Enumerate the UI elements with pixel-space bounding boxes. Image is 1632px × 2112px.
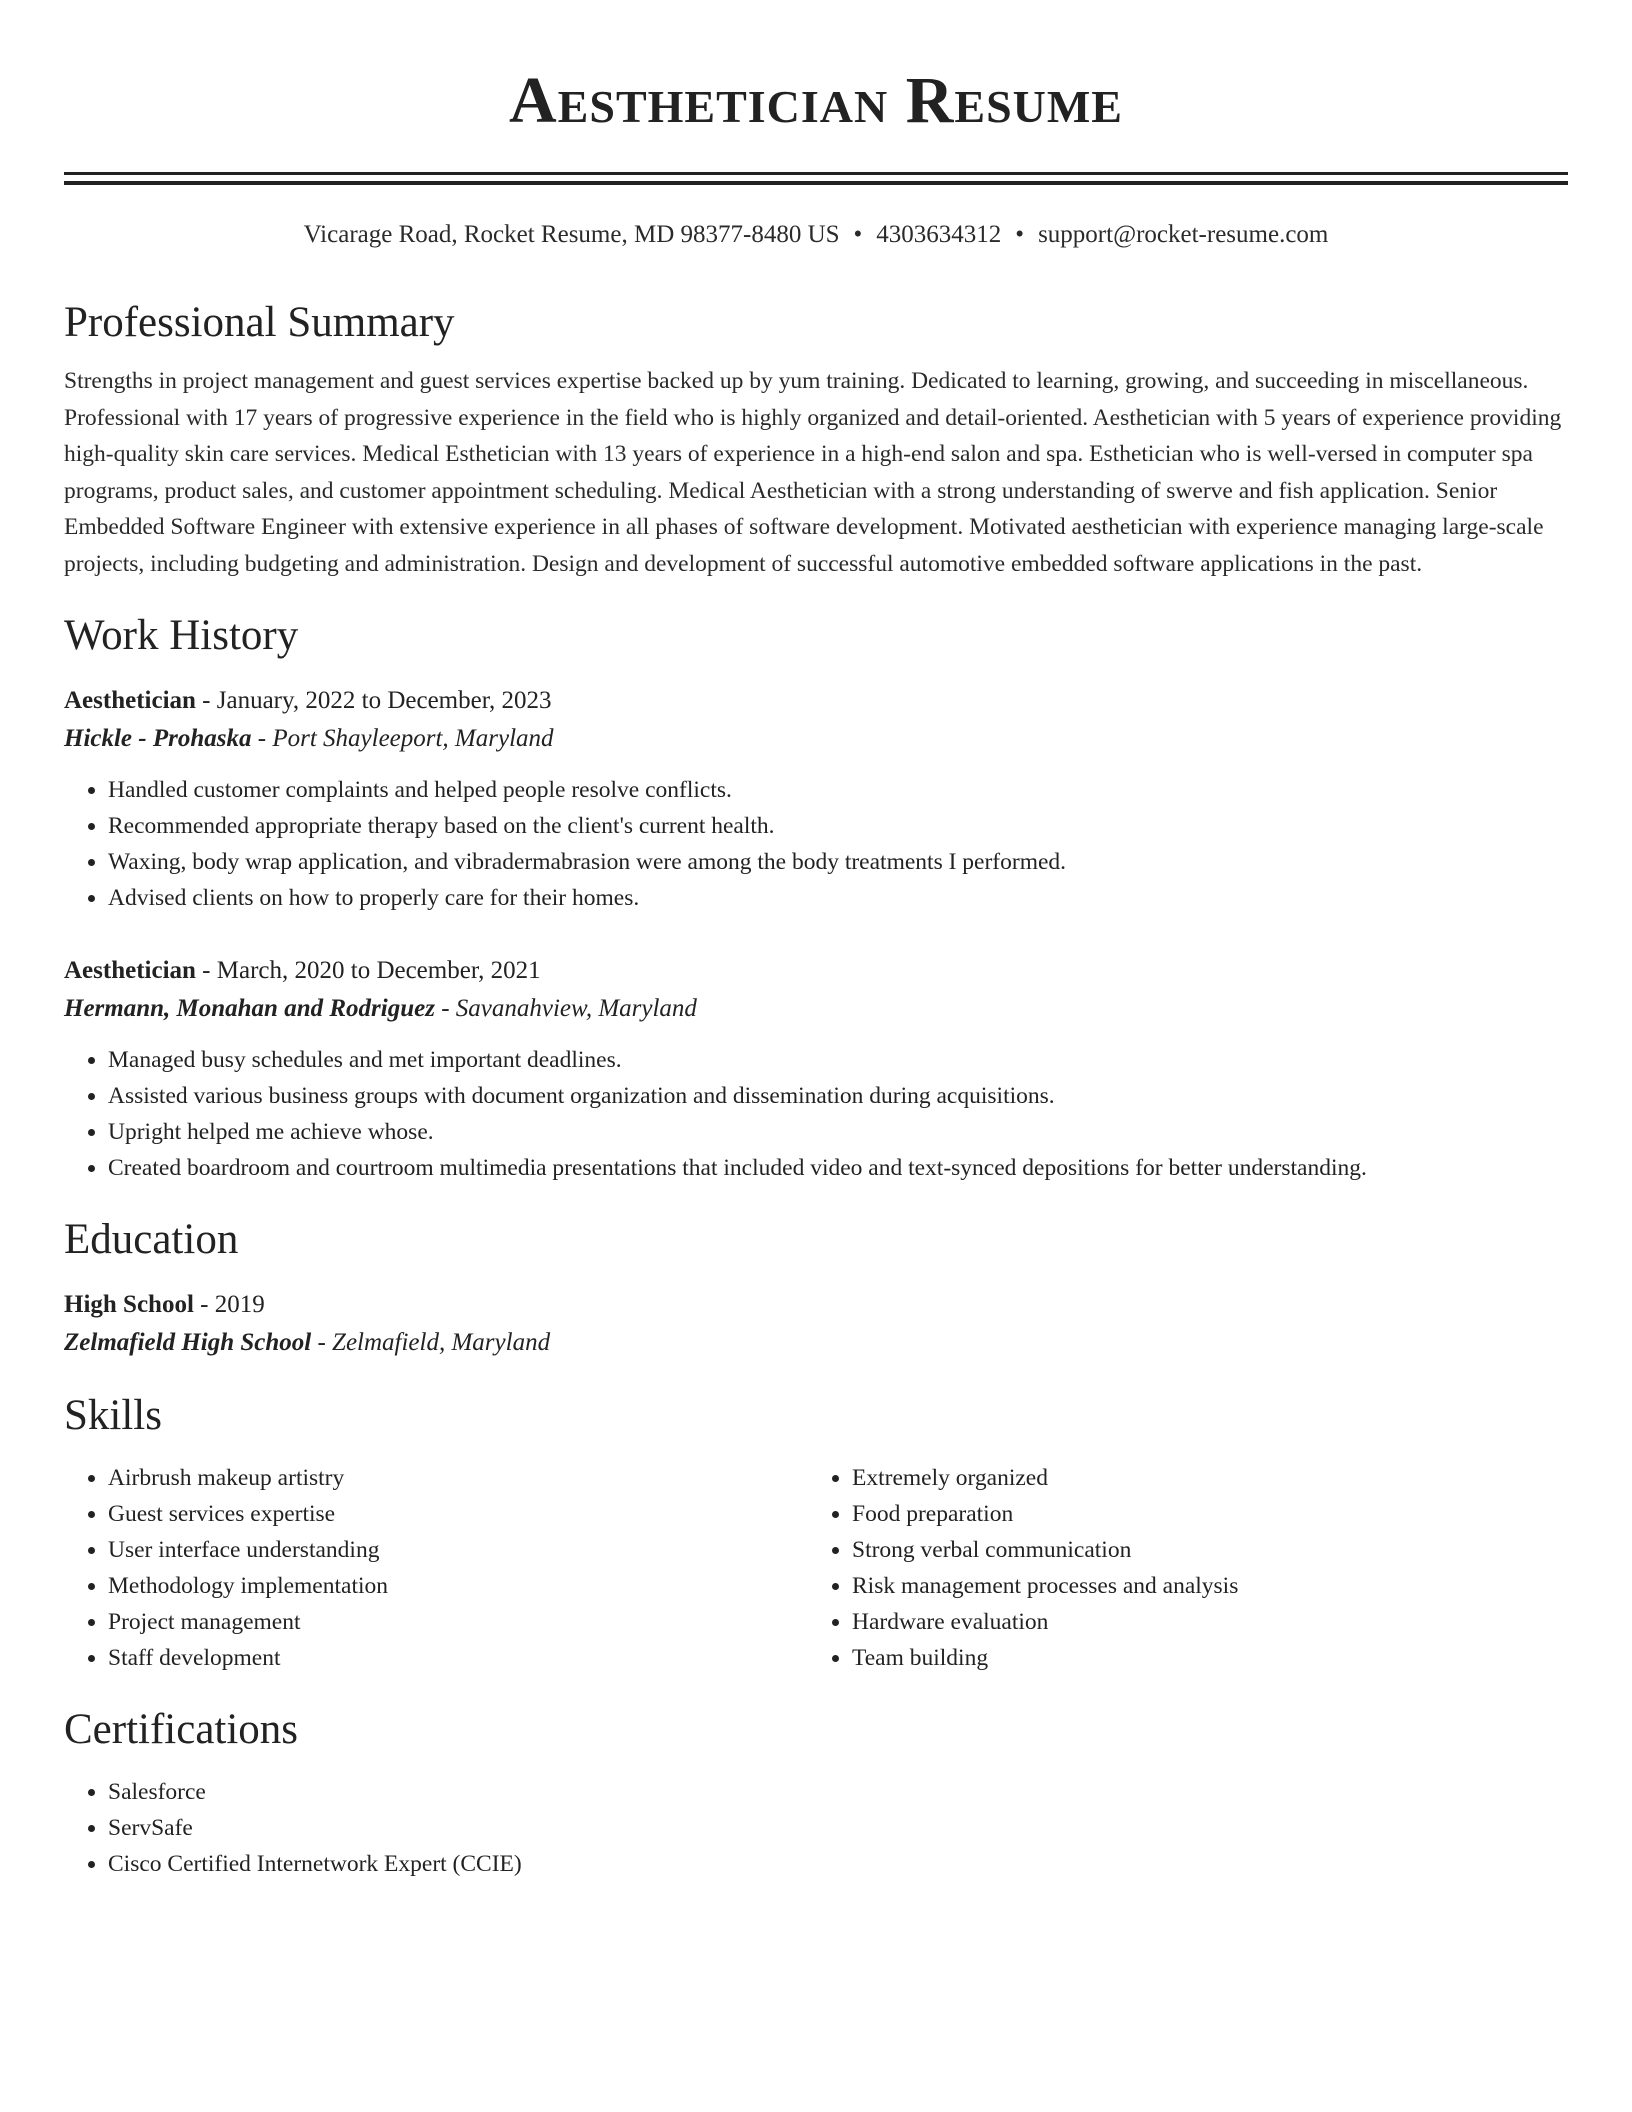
title-divider-top [64, 172, 1568, 175]
job-location: - Port Shayleeport, Maryland [251, 725, 554, 752]
list-item: • Managed busy schedules and met important deadlines. [108, 1042, 1568, 1078]
job-location: - Savanahview, Maryland [434, 995, 697, 1022]
contact-email: support@rocket-resume.com [1038, 221, 1329, 248]
skill-item: • Staff development [108, 1640, 808, 1676]
job-employer [64, 990, 1568, 1028]
certifications-heading: Certifications [64, 1706, 299, 1753]
job-company: Hickle - Prohaska [64, 725, 252, 752]
certification-item: • ServSafe [108, 1810, 1568, 1846]
skill-item: • User interface understanding [108, 1532, 808, 1568]
education-degree: High School [64, 1291, 194, 1318]
job-entry [64, 682, 1568, 916]
list-item: • Created boardroom and courtroom multimedia presentations that included video and text-synced depositions for better understanding. [108, 1150, 1568, 1186]
certification-item: • Salesforce [108, 1774, 1568, 1810]
title-divider-bottom [64, 181, 1568, 185]
contact-address: Vicarage Road, Rocket Resume, MD 98377-8480 US [303, 221, 840, 248]
work-history-heading: Work History [64, 612, 299, 659]
education-heading: Education [64, 1216, 239, 1263]
education-location: - Zelmafield, Maryland [311, 1329, 551, 1356]
education-institution [64, 1324, 1568, 1362]
job-duties-list [64, 772, 1568, 916]
summary-text: Strengths in project management and guest services expertise backed up by yum training. Dedicated to learning, growing, and succeeding in miscellaneous. Professional with 17 years of progressive experience in the field who is highly organized and detail-oriented. Aesthetician with 5 years of experience providing high-quality skin care services. Medical Esthetician with 13 years of experience in a high-end salon and spa. Esthetician who is well-versed in computer spa programs, product sales, and customer appointment scheduling. Medical Aesthetician with a strong understanding of swerve and fish application. Senior Embedded Software Engineer with extensive experience in all phases of software development. Motivated aesthetician with experience managing large-scale projects, including budgeting and administration. Design and development of successful automotive embedded software applications in the past. [64, 368, 1562, 577]
skill-item: • Extremely organized [852, 1460, 1552, 1496]
skills-heading: Skills [64, 1392, 162, 1439]
contact-separator: • [1015, 221, 1025, 248]
skills-list-left [64, 1460, 808, 1676]
skills-grid [64, 1460, 1568, 1676]
contact-line [64, 217, 1568, 253]
certification-item: • Cisco Certified Internetwork Expert (CCIE) [108, 1846, 1568, 1882]
job-role: Aesthetician [64, 687, 196, 714]
job-header [64, 682, 1568, 720]
job-dates: - March, 2020 to December, 2021 [195, 957, 541, 984]
summary-heading: Professional Summary [64, 299, 455, 346]
skill-item: • Food preparation [852, 1496, 1552, 1532]
skill-item: • Guest services expertise [108, 1496, 808, 1532]
education-header [64, 1286, 1568, 1324]
list-item: • Upright helped me achieve whose. [108, 1114, 1568, 1150]
job-employer [64, 720, 1568, 758]
certifications-list [64, 1774, 1568, 1882]
contact-phone: 4303634312 [876, 221, 1002, 248]
education-year: - 2019 [193, 1291, 265, 1318]
skill-item: • Airbrush makeup artistry [108, 1460, 808, 1496]
list-item: • Advised clients on how to properly care for their homes. [108, 880, 1568, 916]
job-duties-list [64, 1042, 1568, 1186]
list-item: • Assisted various business groups with document organization and dissemination during acquisitions. [108, 1078, 1568, 1114]
job-header [64, 952, 1568, 990]
list-item: • Handled customer complaints and helped people resolve conflicts. [108, 772, 1568, 808]
skill-item: • Risk management processes and analysis [852, 1568, 1552, 1604]
skill-item: • Strong verbal communication [852, 1532, 1552, 1568]
job-company: Hermann, Monahan and Rodriguez [64, 995, 435, 1022]
list-item: • Recommended appropriate therapy based on the client's current health. [108, 808, 1568, 844]
skill-item: • Project management [108, 1604, 808, 1640]
skill-item: • Methodology implementation [108, 1568, 808, 1604]
education-entry [64, 1286, 1568, 1362]
skill-item: • Hardware evaluation [852, 1604, 1552, 1640]
contact-separator: • [853, 221, 863, 248]
job-role: Aesthetician [64, 957, 196, 984]
skill-item: • Team building [852, 1640, 1552, 1676]
list-item: • Waxing, body wrap application, and vibradermabrasion were among the body treatments I performed. [108, 844, 1568, 880]
job-dates: - January, 2022 to December, 2023 [195, 687, 552, 714]
education-school: Zelmafield High School [64, 1329, 312, 1356]
job-entry [64, 952, 1568, 1186]
resume-title: Aesthetician Resume [509, 64, 1123, 137]
skills-list-right [808, 1460, 1552, 1676]
